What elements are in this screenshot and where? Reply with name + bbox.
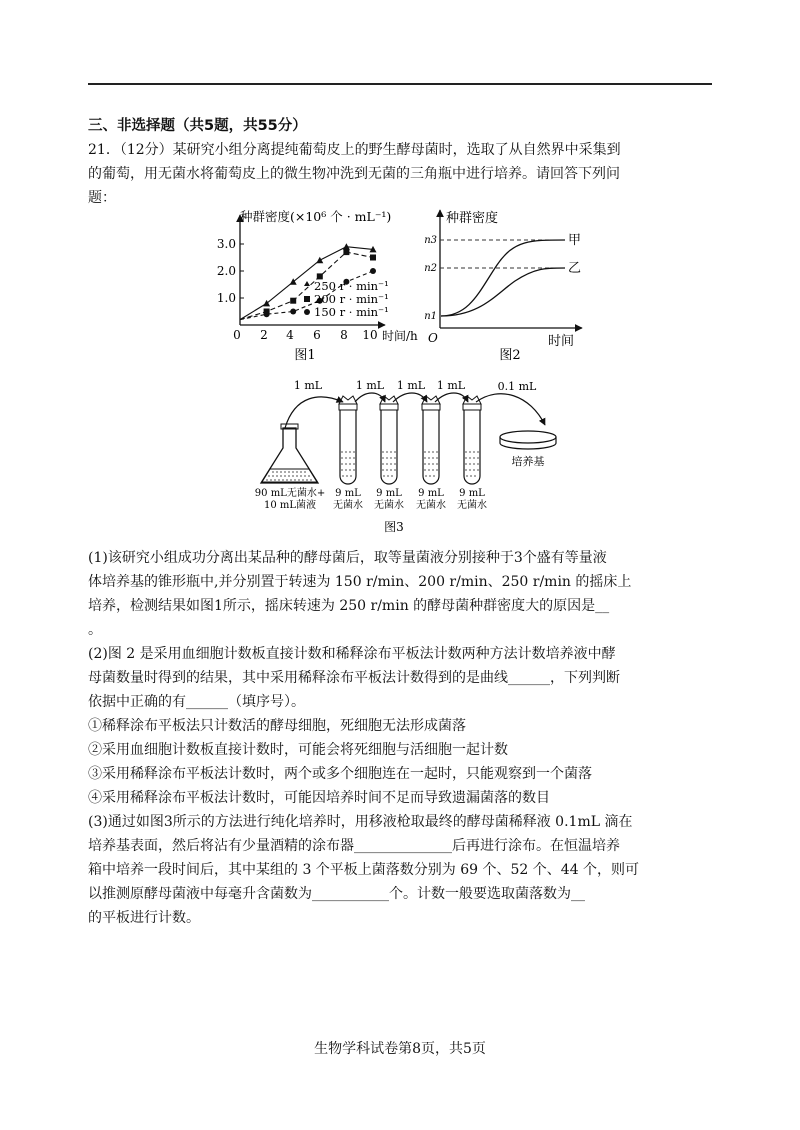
text-line: 体培养基的锥形瓶中,并分别置于转速为 150 r/min、200 r/min、250 r/min 的摇床上 — [88, 574, 632, 590]
text-line: 箱中培养一段时间后，其中某组的 3 个平板上菌落数分别为 69 个、52 个、44 个，则可 — [88, 862, 640, 878]
transfer-label: 1 mL — [293, 379, 323, 392]
text-line: 的平板进行计数。 — [88, 910, 200, 926]
legend-marker-triangle — [304, 281, 310, 286]
tube-label: 9 mL — [335, 488, 361, 499]
option-line: ③采用稀释涂布平板法计数时，两个或多个细胞连在一起时，只能观察到一个菌落 — [88, 766, 592, 782]
transfer-arrow — [285, 397, 343, 428]
text-line: 以推测原酵母菌液中每毫升含菌数为___________个。计数一般要选取菌落数为__ — [88, 886, 585, 902]
legend-label: 150 r · min⁻¹ — [314, 305, 389, 319]
text-line: 。 — [88, 622, 102, 638]
tube-label: 无菌水 — [416, 500, 446, 511]
option-line: ②采用血细胞计数板直接计数时，可能会将死细胞与活细胞一起计数 — [88, 742, 508, 758]
legend-marker-circle — [304, 309, 310, 315]
tube-label: 9 mL — [459, 488, 485, 499]
fig1-xtick: 10 — [362, 328, 378, 342]
text-line: (2)图 2 是采用血细胞计数板直接计数和稀释涂布平板法计数两种方法计数培养液中酵 — [88, 646, 616, 662]
option-line: ④采用稀释涂布平板法计数时，可能因培养时间不足而导致遗漏菌落的数目 — [88, 790, 550, 806]
fig1-xtick: 8 — [340, 328, 348, 342]
question-part-2 — [88, 642, 716, 810]
fig1-ytick: 3.0 — [216, 237, 236, 251]
transfer-label: 1 mL — [355, 379, 385, 392]
fig1-data-point — [370, 255, 376, 261]
flask-label: 10 mL菌液 — [263, 500, 317, 511]
fig1-xtick: 6 — [313, 328, 321, 342]
test-tube — [463, 396, 481, 484]
text-line: 培养，检测结果如图1所示，摇床转速为 250 r/min 的酵母菌种群密度大的原因是__ — [88, 598, 610, 614]
fig1-ytick: 1.0 — [216, 291, 236, 305]
transfer-arrow — [435, 393, 468, 402]
fig2-xlabel: 时间 — [548, 334, 575, 349]
fig1-data-point — [264, 311, 270, 317]
fig2-curve-label: 乙 — [568, 261, 582, 276]
fig1-xtick: 4 — [286, 328, 294, 342]
transfer-label: 0.1 mL — [497, 380, 537, 393]
fig3-caption: 图3 — [384, 520, 404, 534]
legend-label: 200 r · min⁻¹ — [314, 292, 389, 306]
figure-2 — [424, 210, 582, 363]
option-line: ①稀释涂布平板法只计数活的酵母细胞，死细胞无法形成菌落 — [88, 718, 466, 734]
fig2-curve-jia — [441, 240, 565, 316]
text-line: 母菌数量时得到的结果，其中采用稀释涂布平板法计数得到的是曲线______，下列判断 — [88, 670, 620, 686]
test-tubes — [339, 396, 481, 484]
fig1-caption: 图1 — [294, 348, 316, 363]
culture-plate — [500, 431, 556, 449]
section-title: 三、非选择题（共5题，共55分） — [88, 118, 307, 134]
transfer-label: 1 mL — [436, 379, 466, 392]
text-line: 培养基表面，然后将沾有少量酒精的涂布器______________后再进行涂布。在恒温培养 — [88, 838, 620, 854]
transfer-arrow — [355, 393, 385, 402]
question-part-1 — [88, 546, 716, 642]
text-line: 的葡萄，用无菌水将葡萄皮上的微生物冲洗到无菌的三角瓶中进行培养。请回答下列问 — [88, 166, 620, 182]
legend-marker-square — [304, 296, 310, 302]
test-tube — [380, 396, 398, 484]
text-line: 题： — [88, 190, 116, 206]
tube-label: 无菌水 — [374, 500, 404, 511]
figure-3 — [255, 379, 556, 534]
legend-label: 250 r · min⁻¹ — [314, 279, 389, 293]
fig2-origin: O — [428, 331, 438, 345]
fig1-ylabel: 种群密度(×10⁶ 个 · mL⁻¹) — [240, 209, 392, 224]
tube-label: 无菌水 — [457, 500, 487, 511]
tube-label: 9 mL — [376, 488, 402, 499]
conical-flask — [261, 424, 318, 483]
fig1-legend — [304, 279, 389, 319]
fig1-xtick: 0 — [233, 328, 241, 342]
fig1-ytick: 2.0 — [216, 264, 236, 278]
transfer-arrow — [393, 393, 427, 402]
fig2-curve-label: 甲 — [568, 233, 582, 248]
fig1-xlabel: 时间/h — [382, 329, 418, 343]
fig1-data-point — [290, 298, 296, 304]
question-part-3 — [88, 810, 716, 930]
fig2-level-label: n2 — [424, 263, 437, 274]
fig1-data-point — [290, 309, 296, 315]
page-footer: 生物学科试卷第8页，共5页 — [314, 1041, 486, 1057]
flask-label: 90 mL无菌水+ — [254, 488, 326, 499]
figures — [0, 0, 800, 540]
test-tube — [339, 396, 357, 484]
fig1-xtick: 2 — [260, 328, 268, 342]
fig2-ylabel: 种群密度 — [446, 211, 499, 226]
text-line: 21．（12分）某研究小组分离提纯葡萄皮上的野生酵母菌时，选取了从自然界中采集到 — [88, 142, 621, 158]
fig1-data-point — [370, 268, 376, 274]
fig1-data-point — [343, 249, 349, 255]
test-tube — [422, 396, 440, 484]
text-line: 依据中正确的有______（填序号）。 — [88, 694, 305, 710]
fig2-caption: 图2 — [499, 348, 521, 363]
fig2-level-label: n3 — [424, 235, 437, 246]
fig1-data-point — [316, 257, 323, 264]
fig2-level-label: n1 — [424, 311, 437, 322]
text-line: (1)该研究小组成功分离出某品种的酵母菌后，取等量菌液分别接种于3个盛有等量液 — [88, 550, 607, 566]
fig2-curve-yi — [441, 268, 565, 316]
transfer-arrow — [476, 394, 545, 425]
tube-label: 9 mL — [418, 488, 444, 499]
plate-label: 培养基 — [511, 455, 545, 468]
tube-label: 无菌水 — [333, 500, 363, 511]
transfer-label: 1 mL — [396, 379, 426, 392]
figure-1 — [217, 209, 418, 363]
text-line: (3)通过如图3所示的方法进行纯化培养时，用移液枪取最终的酵母菌稀释液 0.1mL 滴在 — [88, 814, 633, 830]
